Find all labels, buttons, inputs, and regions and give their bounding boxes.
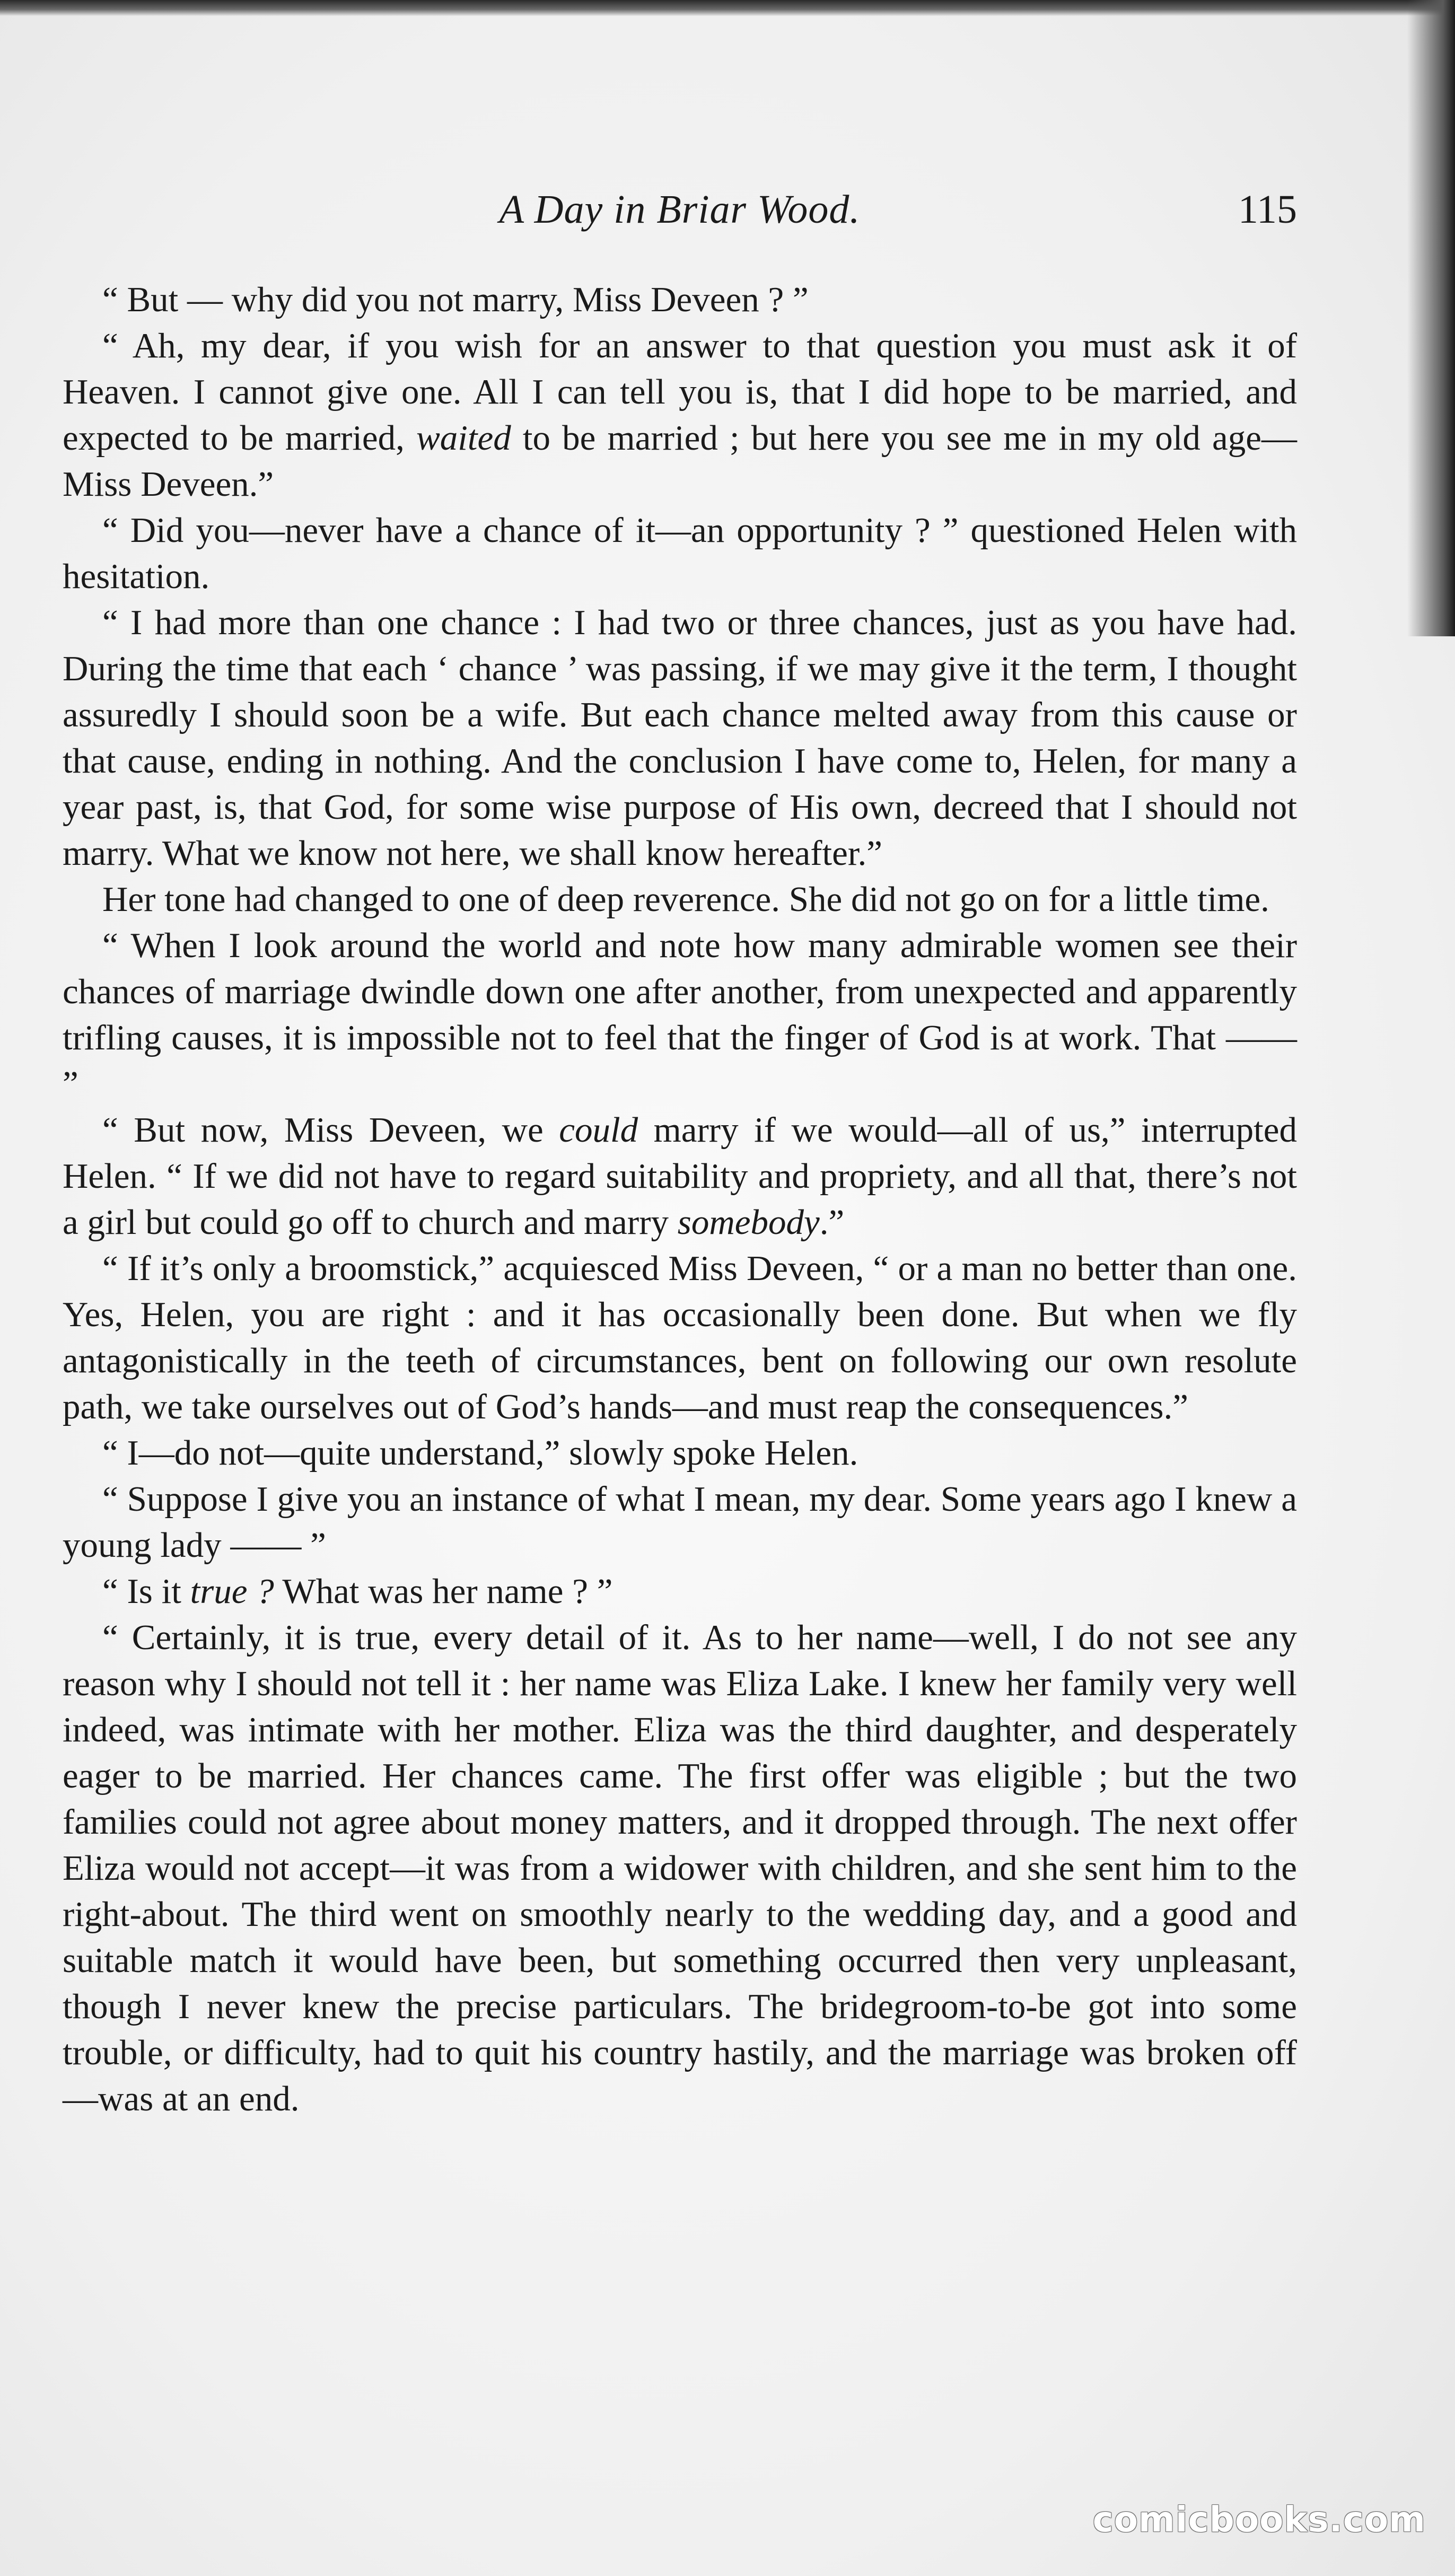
paragraph	[63, 507, 1297, 600]
paragraph-text: “ I had more than one chance : I had two or three chances, just as you have had. During the time that each ‘ chance ’ was passing, if we may give it the term, I thought assuredly I should soon be a wife. But each chance melted away from this cause or that cause, ending in nothing. And the conclusion I have come to, Helen, for many a year past, is, that God, for some wise purpose of His own, decreed that I should not marry. What we know not here, we shall know hereafter.”	[63, 603, 1297, 873]
paragraph	[63, 277, 1297, 323]
paragraph	[63, 1107, 1297, 1246]
paragraph-text: marry if we would—all of us,” interrupted Helen. “ If we did not have to regard suitability and propriety, and all that, there’s not a girl but could go off to church and marry	[63, 1110, 1298, 1242]
italic-text: could	[559, 1110, 638, 1150]
paragraph	[63, 1476, 1297, 1569]
paragraph-text: “ I—do not—quite understand,” slowly spoke Helen.	[102, 1433, 858, 1473]
paragraph-text: “ Ah, my dear, if you wish for an answer to that question you must ask it of Heaven. I cannot give one. All I can tell you is, that I did hope to be married, and expected to be married,	[63, 326, 1297, 458]
paragraph	[63, 877, 1297, 923]
paragraph-text: “ When I look around the world and note how many admirable women see their chances of marriage dwindle down one after another, from unexpected and apparently trifling causes, it is impossible not to feel that the finger of God is at work. That —— ”	[63, 926, 1297, 1103]
watermark: comicbooks.com	[1092, 2499, 1426, 2540]
italic-text: somebody	[677, 1203, 820, 1242]
paragraph	[63, 323, 1297, 507]
paragraph	[63, 600, 1297, 877]
paragraph	[63, 923, 1297, 1107]
italic-text: true ?	[190, 1572, 274, 1611]
body-text	[63, 277, 1297, 2122]
paragraph-text: What was her name ? ”	[274, 1572, 613, 1611]
paragraph-text: “ Did you—never have a chance of it—an opportunity ? ” questioned Helen with hesitation.	[63, 511, 1297, 596]
paragraph-text: “ Suppose I give you an instance of what I mean, my dear. Some years ago I knew a young lady —— ”	[63, 1479, 1297, 1565]
scan-edge-right	[1407, 0, 1455, 636]
running-head	[63, 180, 1297, 239]
italic-text: waited	[416, 418, 511, 458]
paragraph-text: Her tone had changed to one of deep reverence. She did not go on for a little time.	[102, 880, 1269, 919]
running-title: A Day in Briar Wood.	[499, 187, 861, 232]
scan-edge-top	[0, 0, 1455, 16]
paragraph-text: “ If it’s only a broomstick,” acquiesced Miss Deveen, “ or a man no better than one. Yes, Helen, you are right : and it has occasionally been done. But when we fly antagonistically in the teeth of circumstances, bent on following our own resolute path, we take ourselves out of God’s hands—and must reap the consequences.”	[63, 1249, 1297, 1426]
paragraph	[63, 1430, 1297, 1476]
paragraph-text: “ Certainly, it is true, every detail of it. As to her name—well, I do not see any reason why I should not tell it : her name was Eliza Lake. I knew her family very well indeed, was intimate with her mother. Eliza was the third daughter, and desperately eager to be married. Her chances came. The first offer was eligible ; but the two families could not agree about money matters, and it dropped through. The next offer Eliza would not accept—it was from a widower with children, and she sent him to the right-about. The third went on smoothly nearly to the wedding day, and a good and suitable match it would have been, but something occurred then very unpleasant, though I never knew the precise particulars. The bridegroom-to-be got into some trouble, or difficulty, had to quit his country hastily, and the marriage was broken off—was at an end.	[63, 1618, 1297, 2118]
page-number: 115	[1238, 187, 1297, 232]
paragraph-text: “ But now, Miss Deveen, we	[102, 1110, 559, 1150]
paragraph	[63, 1246, 1297, 1430]
paragraph-text: to be married ; but here you see me in my old age—Miss Deveen.”	[63, 418, 1298, 504]
paragraph-text: “ But — why did you not marry, Miss Deveen ? ”	[102, 280, 809, 319]
paragraph	[63, 1569, 1297, 1615]
paragraph-text: “ Is it	[102, 1572, 190, 1611]
paragraph-text: .”	[819, 1203, 845, 1242]
paragraph	[63, 1615, 1297, 2122]
